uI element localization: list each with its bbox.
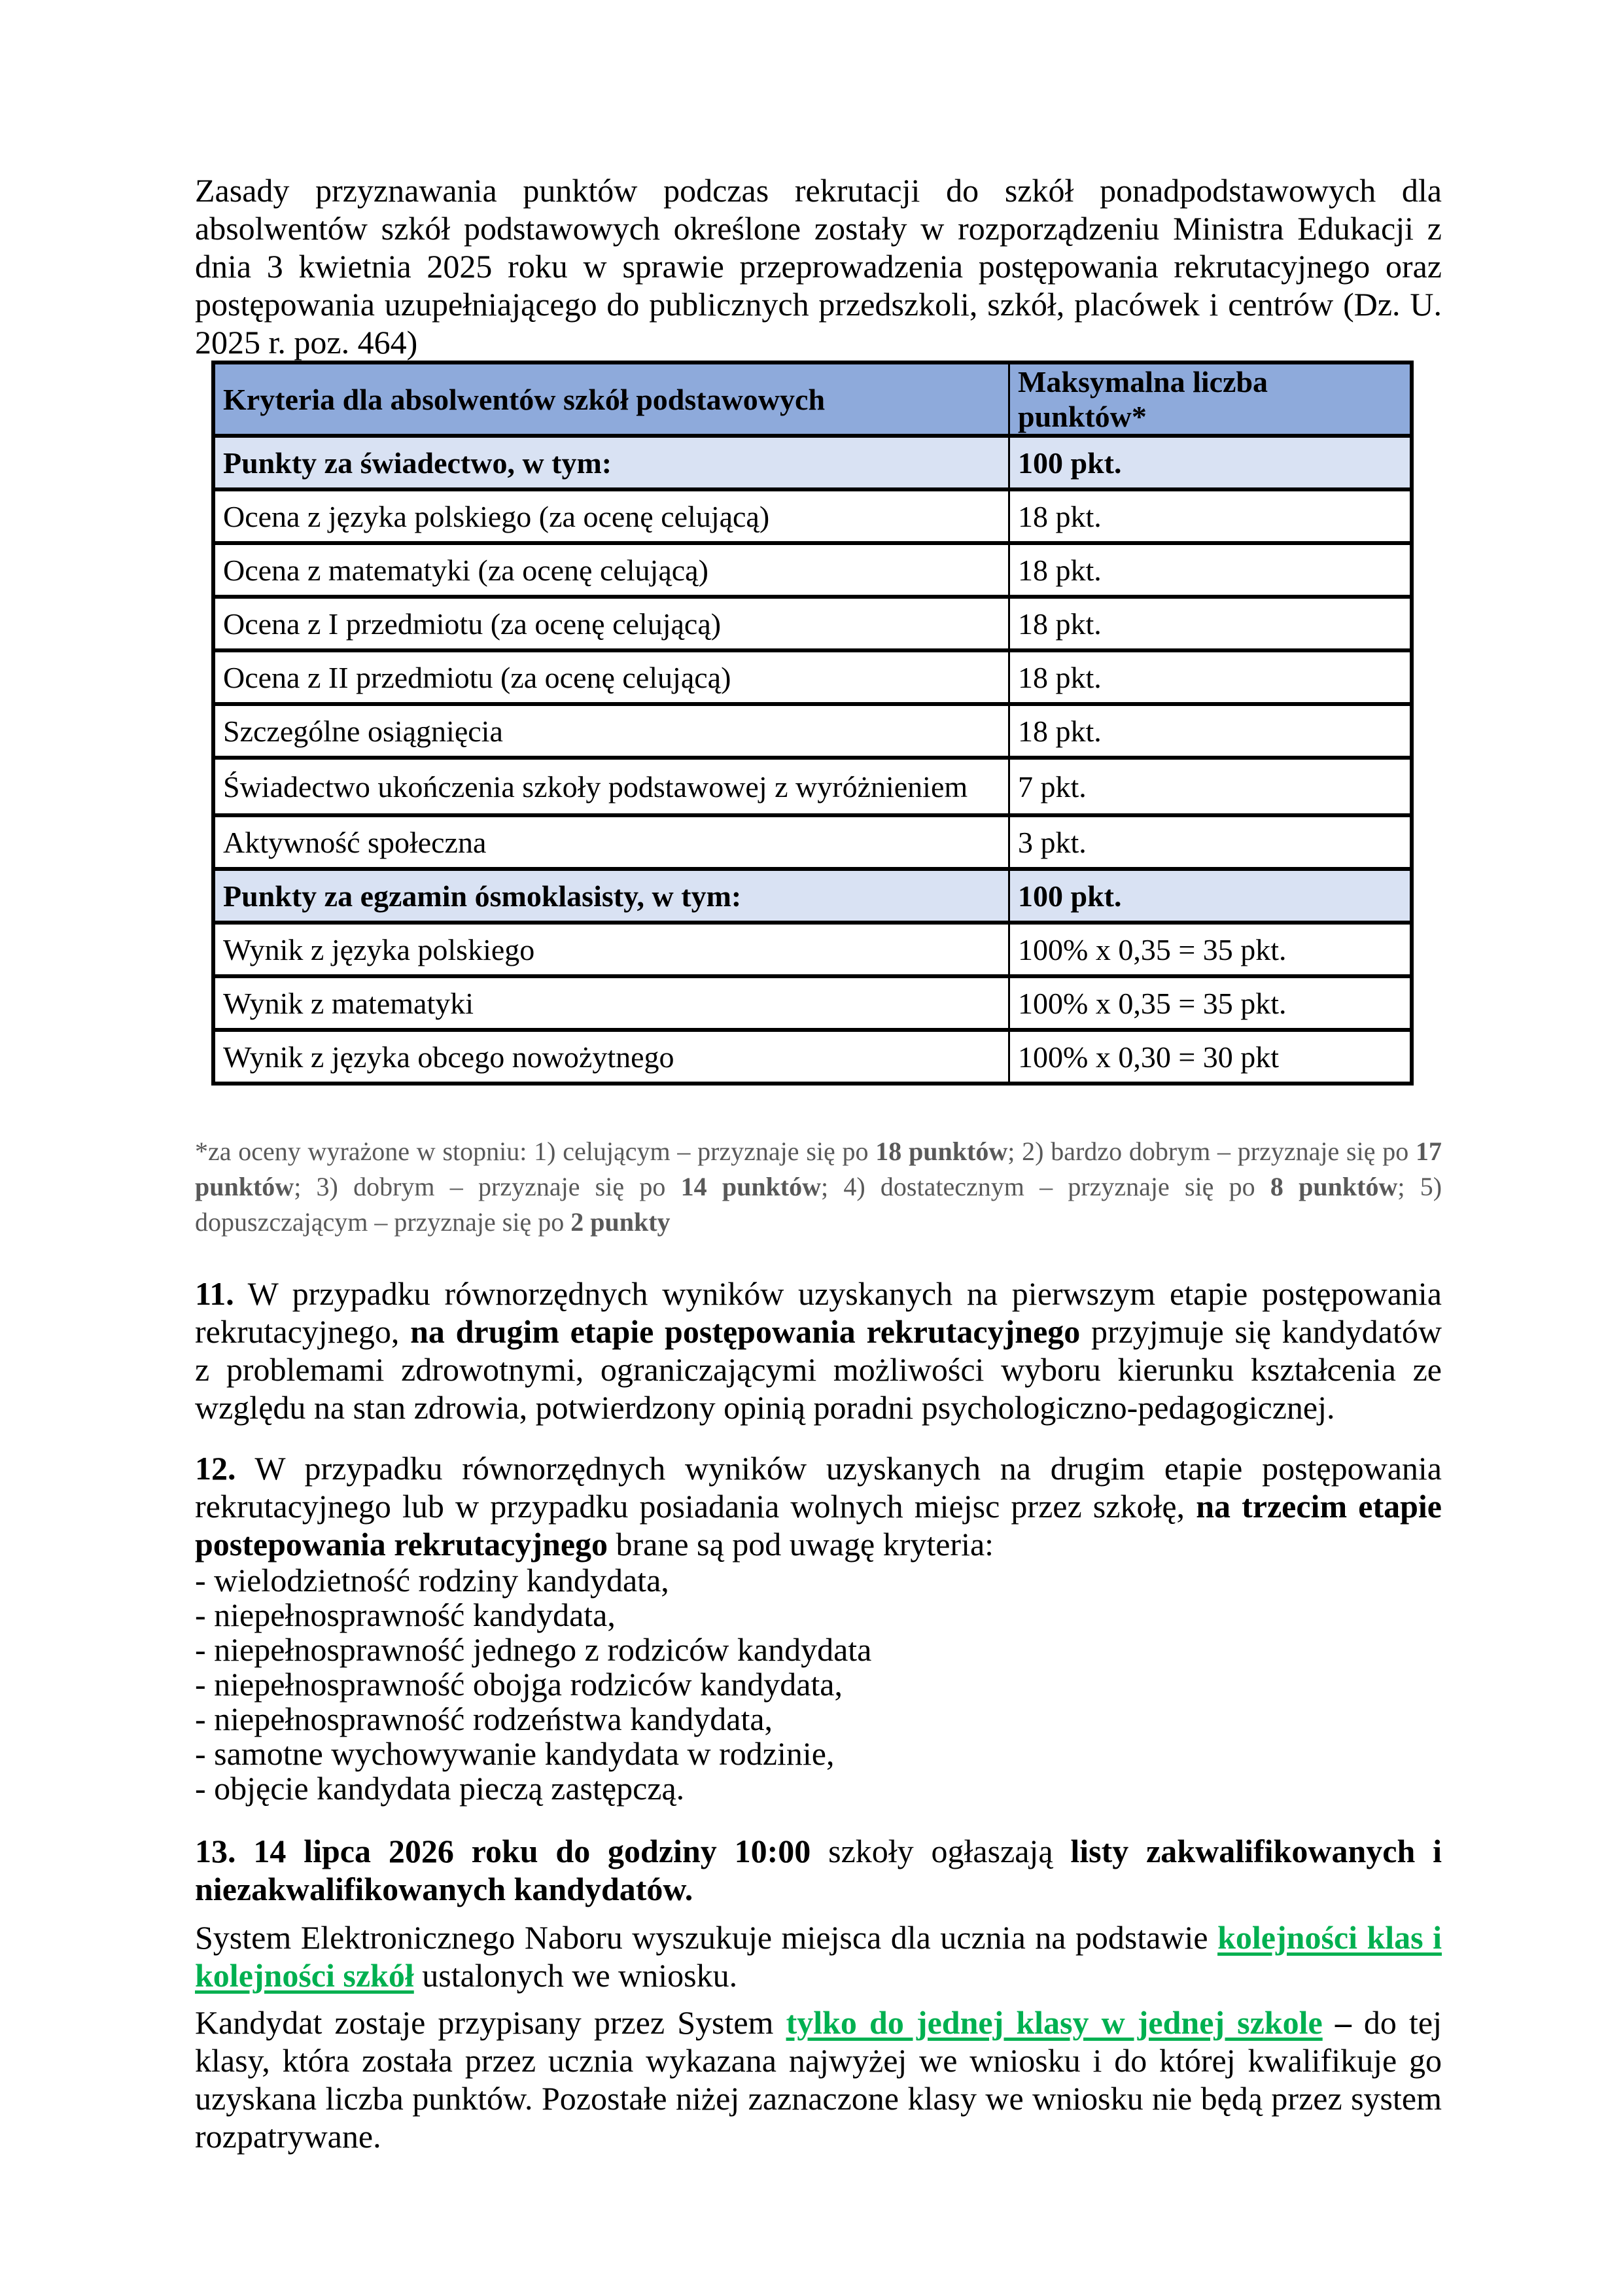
points-cell: 100 pkt. (1009, 869, 1412, 923)
footnote-text: ; 4) dostatecznym – przyznaje się po (821, 1172, 1270, 1201)
footnote-text: *za oceny wyrażone w stopniu: 1) celującym – przyznaje się po (195, 1137, 876, 1166)
section-text: W przypadku równorzędnych wyników uzyskanych na drugim etapie postępowania rekrutacyjnego lub w przypadku posiadania wolnych miejsc przez szkołę, (195, 1450, 1442, 1525)
paragraph-text: do tej klasy, która została przez ucznia wykazana najwyżej we wniosku i do której kwalifikuje go uzyskana liczba punktów. Pozostałe niżej zaznaczone klasy we wniosku nie będą przez system rozpatrywane. (195, 2004, 1442, 2155)
section-text: szkoły ogłaszają (811, 1833, 1071, 1869)
footnote-bold: 14 punktów (680, 1172, 822, 1201)
footnote-text: ; 2) bardzo dobrym – przyznaje się po (1007, 1137, 1416, 1166)
table-row (213, 1030, 1412, 1084)
intro-paragraph: Zasady przyznawania punktów podczas rekrutacji do szkół ponadpodstawowych dla absolwentów szkół podstawowych określone zostały w rozporządzeniu Ministra Edukacji z dnia 3 kwietnia 2025 roku w sprawie przeprowadzenia postępowania rekrutacyjnego oraz postępowania uzupełniającego do publicznych przedszkoli, szkół, placówek i centrów (Dz. U. 2025 r. poz. 464) (195, 172, 1442, 361)
section-12 (195, 1449, 1442, 1806)
system-paragraph (195, 1918, 1442, 1994)
table-row (213, 976, 1412, 1030)
points-cell: 18 pkt. (1009, 489, 1412, 543)
section-11 (195, 1275, 1442, 1426)
table-row (213, 597, 1412, 650)
points-cell: 18 pkt. (1009, 650, 1412, 704)
criterion-cell: Ocena z matematyki (za ocenę celującą) (213, 543, 1009, 597)
section-12-intro (195, 1449, 1442, 1563)
list-item: - niepełnosprawność kandydata, (195, 1597, 616, 1633)
paragraph-text: ustalonych we wniosku. (413, 1957, 738, 1994)
footnote-bold: 17 punktów (195, 1137, 1442, 1201)
points-cell: 100% x 0,35 = 35 pkt. (1009, 976, 1412, 1030)
list-item: - niepełnosprawność rodzeństwa kandydata, (195, 1701, 773, 1737)
header-max-points: Maksymalna liczba punktów* (1009, 362, 1412, 436)
section-13 (195, 1832, 1442, 1908)
criterion-cell: Świadectwo ukończenia szkoły podstawowej z wyróżnieniem (213, 758, 1009, 815)
table-footnote (195, 1134, 1442, 1240)
criteria-table (211, 361, 1414, 1086)
list-item: - niepełnosprawność jednego z rodziców kandydata (195, 1631, 872, 1668)
criterion-cell: Wynik z języka polskiego (213, 923, 1009, 976)
dash: – (1322, 2004, 1352, 2041)
points-cell: 7 pkt. (1009, 758, 1412, 815)
list-item: - niepełnosprawność obojga rodziców kandydata, (195, 1666, 843, 1703)
table-row (213, 758, 1412, 815)
list-item: - samotne wychowywanie kandydata w rodzinie, (195, 1735, 835, 1772)
section-bold: listy zakwalifikowanych i niezakwalifikowanych kandydatów. (195, 1833, 1442, 1907)
list-item: - objęcie kandydata pieczą zastępczą. (195, 1770, 685, 1807)
table-row (213, 650, 1412, 704)
table-row (213, 489, 1412, 543)
criterion-cell: Ocena z II przedmiotu (za ocenę celującą) (213, 650, 1009, 704)
section-bold: na drugim etapie postępowania rekrutacyjnego (410, 1313, 1081, 1350)
criteria-list (195, 1563, 1442, 1806)
footnote-bold: 2 punkty (570, 1207, 671, 1237)
highlight-one-class-one-school: tylko do jednej klasy w jednej szkole (786, 2004, 1323, 2041)
table-row (213, 704, 1412, 758)
paragraph-text: Kandydat zostaje przypisany przez System (195, 2004, 786, 2041)
criterion-cell: Szczególne osiągnięcia (213, 704, 1009, 758)
section-text: przyjmuje się kandydatów z problemami zdrowotnymi, ograniczającymi możliwości wyboru kierunku kształcenia ze względu na stan zdrowia, potwierdzony opinią poradni psychologiczno-pedagogicznej. (195, 1313, 1442, 1426)
table-row-subheader (213, 869, 1412, 923)
footnote-bold: 18 punktów (875, 1137, 1008, 1166)
points-cell: 3 pkt. (1009, 815, 1412, 869)
points-cell: 100% x 0,30 = 30 pkt (1009, 1030, 1412, 1084)
footnote-text: ; 3) dobrym – przyznaje się po (294, 1172, 681, 1201)
section-bold: 13. 14 lipca 2026 roku do godziny 10:00 (195, 1833, 811, 1869)
points-cell: 18 pkt. (1009, 704, 1412, 758)
criterion-cell: Aktywność społeczna (213, 815, 1009, 869)
footnote-text: ; 5) dopuszczającym – przyznaje się po (195, 1172, 1442, 1237)
criterion-cell: Ocena z języka polskiego (za ocenę celującą) (213, 489, 1009, 543)
header-criteria: Kryteria dla absolwentów szkół podstawowych (213, 362, 1009, 436)
section-number: 12. (195, 1450, 236, 1487)
section-bold: na trzecim etapie postepowania rekrutacyjnego (195, 1488, 1442, 1563)
criterion-cell: Punkty za świadectwo, w tym: (213, 436, 1009, 489)
table-row (213, 923, 1412, 976)
criterion-cell: Wynik z matematyki (213, 976, 1009, 1030)
paragraph-text: System Elektronicznego Naboru wyszukuje miejsca dla ucznia na podstawie (195, 1919, 1218, 1956)
highlight-class-school-order: kolejności klas i kolejności szkół (195, 1919, 1442, 1994)
table-row (213, 815, 1412, 869)
criterion-cell: Ocena z I przedmiotu (za ocenę celującą) (213, 597, 1009, 650)
list-item: - wielodzietność rodziny kandydata, (195, 1562, 669, 1598)
section-number: 11. (195, 1275, 234, 1312)
criterion-cell: Punkty za egzamin ósmoklasisty, w tym: (213, 869, 1009, 923)
table-header-row (213, 362, 1412, 436)
section-text: W przypadku równorzędnych wyników uzyskanych na pierwszym etapie postępowania rekrutacyjnego, (195, 1275, 1442, 1350)
points-cell: 100% x 0,35 = 35 pkt. (1009, 923, 1412, 976)
footnote-bold: 8 punktów (1270, 1172, 1398, 1201)
section-text: brane są pod uwagę kryteria: (608, 1526, 994, 1563)
points-cell: 18 pkt. (1009, 543, 1412, 597)
points-cell: 100 pkt. (1009, 436, 1412, 489)
points-cell: 18 pkt. (1009, 597, 1412, 650)
table-row-subheader (213, 436, 1412, 489)
criterion-cell: Wynik z języka obcego nowożytnego (213, 1030, 1009, 1084)
candidate-paragraph (195, 2004, 1442, 2155)
table-row (213, 543, 1412, 597)
